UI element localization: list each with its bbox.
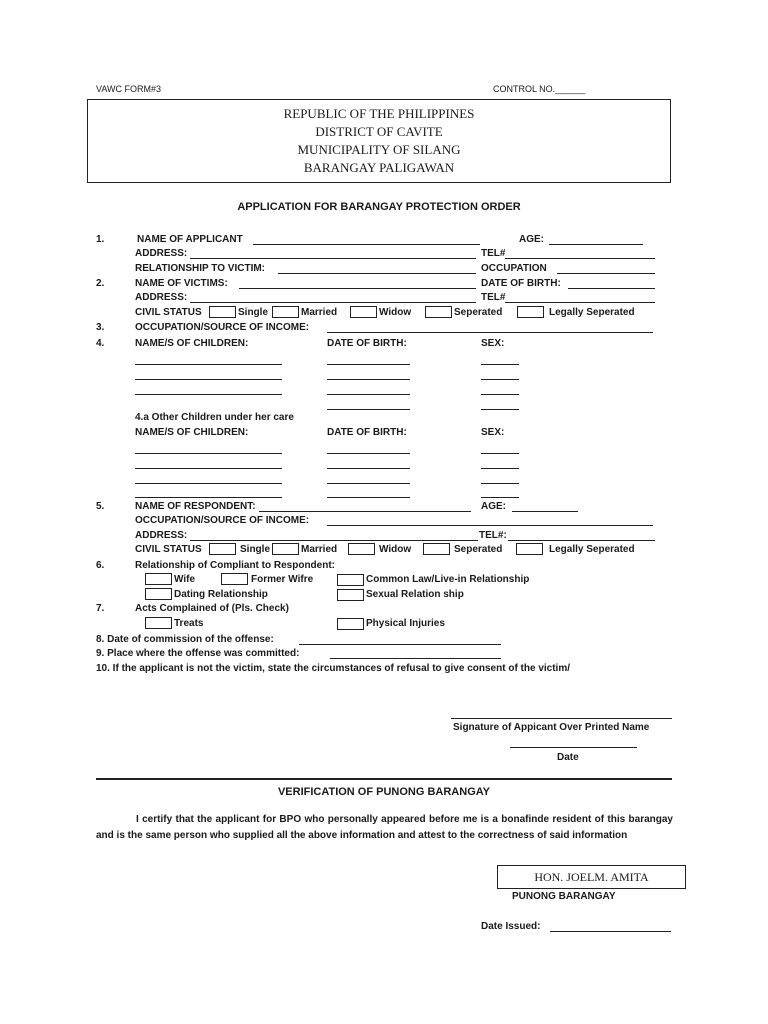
victims-label: NAME OF VICTIMS: (135, 278, 228, 289)
header-line-2: DISTRICT OF CAVITE (315, 124, 443, 139)
occupation-label: OCCUPATION (481, 263, 547, 274)
relationship-respondent-label: Relationship of Compliant to Respondent: (135, 560, 335, 571)
other-child-name-field[interactable] (135, 497, 282, 498)
dating-label: Dating Relationship (174, 589, 268, 600)
form-id: VAWC FORM#3 (96, 84, 162, 94)
civil-separated-checkbox[interactable] (425, 306, 452, 318)
respondent-age-label: AGE: (481, 501, 506, 512)
respondent-married-label: Married (301, 544, 338, 555)
refusal-circumstances-label: 10. If the applicant is not the victim, state the circumstances of refusal to give consent of the victim/ (96, 663, 571, 674)
respondent-address-field[interactable] (190, 540, 478, 541)
civil-legally-separated-checkbox[interactable] (517, 306, 544, 318)
child-name-field[interactable] (135, 379, 282, 380)
respondent-widow-checkbox[interactable] (348, 543, 375, 555)
other-child-sex-field[interactable] (481, 483, 519, 484)
wife-label: Wife (174, 574, 196, 585)
other-child-sex-field[interactable] (481, 497, 519, 498)
civil-married-checkbox[interactable] (272, 306, 299, 318)
section-5-number: 5. (96, 501, 105, 512)
date-issued-field[interactable] (550, 931, 671, 932)
respondent-name-label: NAME OF RESPONDENT: (135, 501, 256, 512)
common-law-label: Common Law/Live-in Relationship (366, 574, 530, 585)
date-issued-label: Date Issued: (481, 921, 541, 932)
victim-dob-field[interactable] (568, 288, 655, 289)
respondent-tel-field[interactable] (508, 540, 655, 541)
header-line-4: BARANGAY PALIGAWAN (303, 160, 455, 175)
sexual-relationship-checkbox[interactable] (337, 589, 364, 601)
respondent-legally-separated-checkbox[interactable] (516, 543, 543, 555)
other-child-dob-field[interactable] (327, 483, 410, 484)
relationship-label: RELATIONSHIP TO VICTIM: (135, 263, 266, 274)
respondent-occupation-label: OCCUPATION/SOURCE OF INCOME: (135, 515, 310, 526)
physical-injuries-label: Physical Injuries (366, 618, 445, 629)
treats-label: Treats (174, 618, 204, 629)
applicant-age-label: AGE: (519, 234, 544, 245)
child-dob-field[interactable] (327, 364, 410, 365)
victim-address-field[interactable] (190, 302, 476, 303)
header-line-1: REPUBLIC OF THE PHILIPPINES (283, 106, 475, 121)
child-dob-field[interactable] (327, 379, 410, 380)
respondent-single-checkbox[interactable] (209, 543, 236, 555)
civil-widow-label: Widow (379, 307, 412, 318)
applicant-tel-field[interactable] (505, 258, 655, 259)
child-name-field[interactable] (135, 394, 282, 395)
section-6-number: 6. (96, 560, 105, 571)
offense-date-label: 8. Date of commission of the offense: (96, 634, 274, 645)
child-dob-field[interactable] (327, 394, 410, 395)
other-child-name-field[interactable] (135, 468, 282, 469)
offense-place-field[interactable] (330, 658, 501, 659)
respondent-married-checkbox[interactable] (272, 543, 299, 555)
respondent-age-field[interactable] (512, 511, 578, 512)
respondent-widow-label: Widow (379, 544, 412, 555)
victim-tel-label: TEL# (481, 292, 506, 303)
section-1-number: 1. (96, 234, 105, 245)
income-field[interactable] (327, 332, 653, 333)
section-2-number: 2. (96, 278, 105, 289)
former-wife-label: Former Wifre (251, 574, 314, 585)
section-4-number: 4. (96, 338, 105, 349)
civil-status-label: CIVIL STATUS (135, 307, 202, 318)
sexual-relationship-label: Sexual Relation ship (366, 589, 464, 600)
applicant-age-field[interactable] (549, 244, 643, 245)
civil-married-label: Married (301, 307, 338, 318)
section-divider (96, 778, 672, 780)
respondent-name-field[interactable] (259, 511, 471, 512)
civil-legally-separated-label: Legally Seperated (549, 307, 635, 318)
other-child-dob-field[interactable] (327, 468, 410, 469)
respondent-occupation-field[interactable] (327, 525, 653, 526)
respondent-separated-checkbox[interactable] (423, 543, 450, 555)
applicant-tel-label: TEL# (481, 248, 506, 259)
control-number: CONTROL NO.______ (493, 84, 586, 94)
other-child-sex-field[interactable] (481, 468, 519, 469)
other-children-label: 4.a Other Children under her care (135, 412, 294, 423)
child-sex-field[interactable] (481, 379, 519, 380)
acts-complained-label: Acts Complained of (Pls. Check) (135, 603, 289, 614)
civil-single-label: Single (238, 307, 269, 318)
child-sex-field[interactable] (481, 409, 519, 410)
former-wife-checkbox[interactable] (221, 573, 248, 585)
child-name-field[interactable] (135, 364, 282, 365)
treats-checkbox[interactable] (145, 617, 172, 629)
children-dob-label: DATE OF BIRTH: (327, 338, 407, 349)
relationship-field[interactable] (278, 273, 476, 274)
respondent-separated-label: Seperated (454, 544, 503, 555)
victims-field[interactable] (239, 288, 476, 289)
official-name-box: HON. JOELM. AMITA (497, 865, 686, 889)
offense-place-label: 9. Place where the offense was committed: (96, 648, 300, 659)
date-line[interactable] (510, 747, 637, 748)
victim-address-label: ADDRESS: (135, 292, 188, 303)
occupation-field[interactable] (557, 273, 655, 274)
child-dob-field[interactable] (327, 409, 410, 410)
wife-checkbox[interactable] (145, 573, 172, 585)
other-children-dob-label: DATE OF BIRTH: (327, 427, 407, 438)
civil-single-checkbox[interactable] (209, 306, 236, 318)
other-child-dob-field[interactable] (327, 497, 410, 498)
form-title: APPLICATION FOR BARANGAY PROTECTION ORDER (237, 201, 521, 213)
respondent-legally-separated-label: Legally Seperated (549, 544, 635, 555)
applicant-address-field[interactable] (190, 258, 476, 259)
other-children-name-label: NAME/S OF CHILDREN: (135, 427, 249, 438)
common-law-checkbox[interactable] (337, 574, 364, 586)
other-children-sex-label: SEX: (481, 427, 505, 438)
civil-separated-label: Seperated (454, 307, 503, 318)
signature-label: Signature of Appicant Over Printed Name (453, 722, 650, 733)
other-child-name-field[interactable] (135, 453, 282, 454)
respondent-single-label: Single (240, 544, 271, 555)
section-7-number: 7. (96, 603, 105, 614)
signature-line[interactable] (451, 718, 672, 719)
certification-text: I certify that the applicant for BPO who personally appeared before me is a bonafinde resident of this barangay and is the same person who supplied all the above information and attest to the correctness of said information (96, 814, 673, 841)
child-sex-field[interactable] (481, 364, 519, 365)
victim-tel-field[interactable] (505, 302, 655, 303)
child-sex-field[interactable] (481, 394, 519, 395)
children-label: NAME/S OF CHILDREN: (135, 338, 249, 349)
children-sex-label: SEX: (481, 338, 505, 349)
header-line-3: MUNICIPALITY OF SILANG (297, 142, 461, 157)
applicant-name-field[interactable] (253, 244, 480, 245)
other-child-dob-field[interactable] (327, 453, 410, 454)
applicant-address-label: ADDRESS: (135, 248, 188, 259)
dating-checkbox[interactable] (145, 588, 172, 600)
physical-injuries-checkbox[interactable] (337, 618, 364, 630)
respondent-address-label: ADDRESS: (135, 530, 188, 541)
victim-dob-label: DATE OF BIRTH: (481, 278, 561, 289)
income-label: OCCUPATION/SOURCE OF INCOME: (135, 322, 310, 333)
offense-date-field[interactable] (299, 644, 501, 645)
verification-title: VERIFICATION OF PUNONG BARANGAY (277, 786, 491, 798)
respondent-tel-label: TEL#: (479, 530, 507, 541)
applicant-name-label: NAME OF APPLICANT (137, 234, 243, 245)
official-position: PUNONG BARANGAY (512, 891, 616, 902)
civil-widow-checkbox[interactable] (350, 306, 377, 318)
section-3-number: 3. (96, 322, 105, 333)
other-child-name-field[interactable] (135, 483, 282, 484)
other-child-sex-field[interactable] (481, 453, 519, 454)
respondent-civil-status-label: CIVIL STATUS (135, 544, 202, 555)
date-label: Date (557, 752, 579, 763)
